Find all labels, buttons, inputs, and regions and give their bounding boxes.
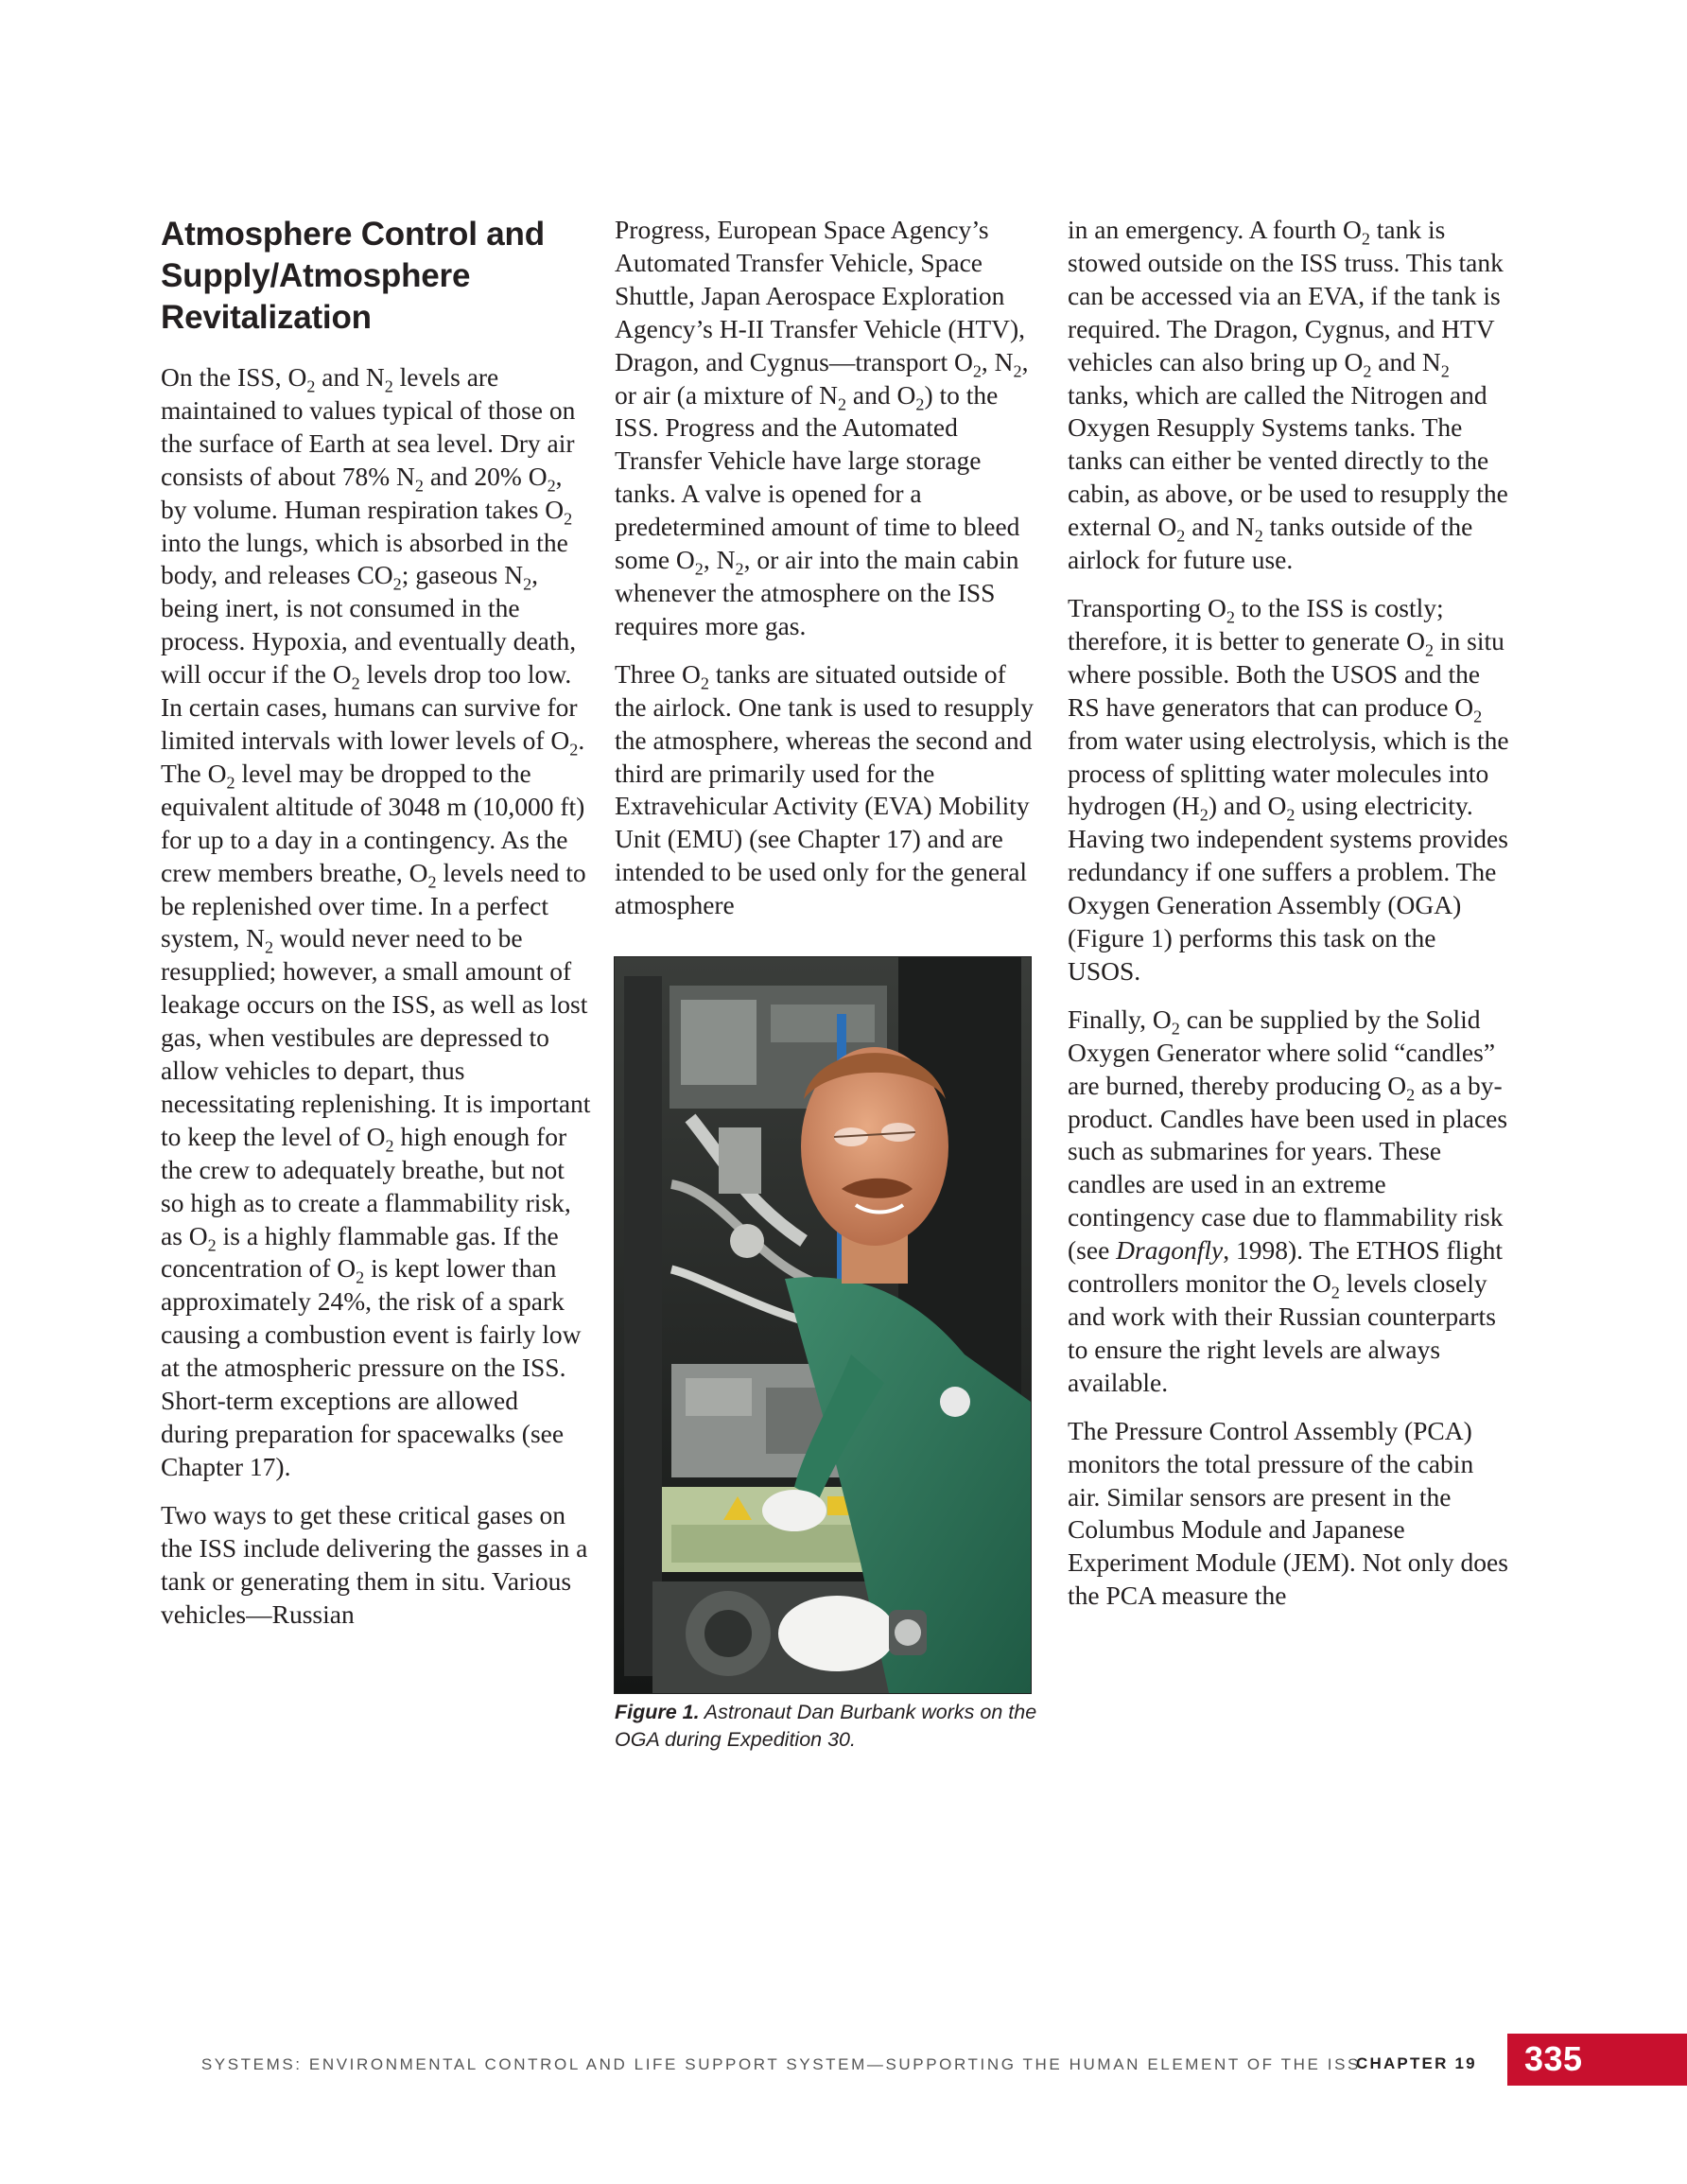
- paragraph: Two ways to get these critical gases on the ISS include delivering the gasses in a tank or generating them in situ. Various vehicles—Russian: [161, 1499, 588, 1629]
- paragraph: On the ISS, $O_2$ and $N_2$ levels are maintained to values typical of those on the surface of Earth at sea level. Dry air consists of about 78% $N_2$ and 20% $O_2$, by volume. Human respiration takes $O_2$ into the lungs, which is absorbed in the body, and releases $CO_2$; gaseous $N_2$, being inert, is not consumed in the process. Hypoxia, and eventually death, will occur if the $O_2$ levels drop too low. In certain cases, humans can survive for limited intervals with lower levels of $O_2$. The $O_2$ level may be dropped to the equivalent altitude of 3048 m (10,000 ft) for up to a day in a contingency. As the crew members breathe, $O_2$ levels need to be replenished over time. In a perfect system, $N_2$ would never need to be resupplied; however, a small amount of leakage occurs on the ISS, as well as lost gas, when vestibules are depressed to allow vehicles to depart, thus necessitating replenishing. It is important to keep the level of $O_2$ high enough for the crew to adequately breathe, but not so high as to create a flammability risk, as $O_2$ is a highly flammable gas. If the concentration of $O_2$ is kept lower than approximately 24%, the risk of a spark causing a combustion event is fairly low at the atmospheric pressure on the ISS. Short-term exceptions are allowed during preparation for spacewalks (see Chapter 17).: [161, 362, 591, 1481]
- chapter-label: CHAPTER 19: [1356, 2054, 1477, 2072]
- text-column-2: [615, 214, 1040, 937]
- paragraph: Three $O_2$ tanks are situated outside of the airlock. One tank is used to resupply the atmosphere, whereas the second and third are primarily used for the Extravehicular Activity (EVA) Mobility Unit (EMU) (see Chapter 17) and are intended to be used only for the general atmosphere: [615, 658, 1034, 920]
- figure-label: Figure 1.: [615, 1701, 700, 1723]
- paragraph: Transporting $O_2$ to the ISS is costly; therefore, it is better to generate $O_2$ in situ where possible. Both the USOS and the RS have generators that can produce $O_2$ from water using electrolysis, which is the process of splitting water molecules into hydrogen $(H_2)$ and $O_2$ using electricity. Having two independent systems provides redundancy if one suffers a problem. The Oxygen Generation Assembly (OGA) (Figure 1) performs this task on the USOS.: [1068, 592, 1509, 986]
- paragraph: The Pressure Control Assembly (PCA) monitors the total pressure of the cabin air. Similar sensors are present in the Columbus Module and Japanese Experiment Module (JEM). Not only does the PCA measure the: [1068, 1415, 1508, 1611]
- page-number: 335: [1524, 2039, 1583, 2078]
- figure-photo: [614, 956, 1032, 1694]
- paragraph: Progress, European Space Agency’s Automated Transfer Vehicle, Space Shuttle, Japan Aerospace Exploration Agency’s H-II Transfer Vehicle (HTV), Dragon, and Cygnus—transport $O_2$, $N_2$, or air (a mixture of $N_2$ and $O_2$) to the ISS. Progress and the Automated Transfer Vehicle have large storage tanks. A valve is opened for a predetermined amount of time to bleed some $O_2$, $N_2$, or air into the main cabin whenever the atmosphere on the ISS requires more gas.: [615, 215, 1029, 640]
- text-column-1: [161, 214, 591, 1646]
- running-footer: SYSTEMS: ENVIRONMENTAL CONTROL AND LIFE SUPPORT SYSTEM—SUPPORTING THE HUMAN ELEMENT OF THE ISS: [200, 2055, 1361, 2073]
- page-number-box: [1507, 2034, 1687, 2086]
- paragraph: in an emergency. A fourth $O_2$ tank is stowed outside on the ISS truss. This tank can be accessed via an EVA, if the tank is required. The Dragon, Cygnus, and HTV vehicles can also bring up $O_2$ and $N_2$ tanks, which are called the Nitrogen and Oxygen Resupply Systems tanks. The tanks can either be vented directly to the cabin, as above, or be used to resupply the external $O_2$ and $N_2$ tanks outside of the airlock for future use.: [1068, 215, 1508, 575]
- figure-caption-text: Astronaut Dan Burbank works on the OGA during Expedition 30.: [615, 1701, 1037, 1751]
- section-heading: Atmosphere Control and Supply/Atmosphere Revitalization: [161, 216, 545, 336]
- paragraph: Finally, $O_2$ can be supplied by the Solid Oxygen Generator where solid “candles” are burned, thereby producing $O_2$ as a by-product. Candles have been used in places such as submarines for years. These candles are used in an extreme contingency case due to flammability risk (see Dragonfly, 1998). The ETHOS flight controllers monitor the $O_2$ levels closely and work with their Russian counterparts to ensure the right levels are always available.: [1068, 1004, 1508, 1397]
- figure-caption: [615, 1699, 1040, 1754]
- text-column-3: [1068, 214, 1512, 1628]
